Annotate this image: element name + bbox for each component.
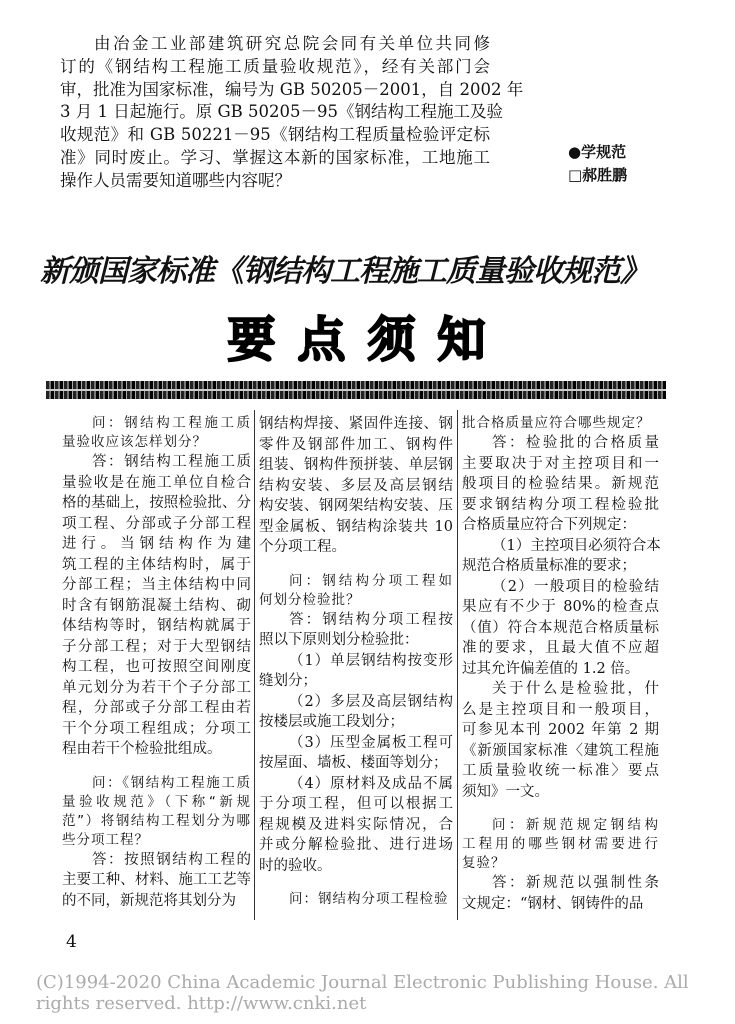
- text-line: 《新颁国家标准〈建筑工程施: [462, 742, 659, 759]
- text-line: 程，分部或子分部工程由若: [62, 700, 251, 716]
- text-line: 组装、钢构件预拼装、单层钢: [259, 457, 453, 473]
- text-line: 过其允许偏差值的 1.2 倍。: [462, 660, 640, 677]
- answer-paragraph: [62, 850, 251, 912]
- answer-paragraph: [259, 733, 453, 774]
- author-byline: [568, 141, 627, 187]
- intro-line: 准》同时废止。学习、掌握这本新的国家标准，工地施工: [60, 147, 490, 167]
- text-line: 子分部工程；对于大型钢结: [62, 638, 251, 655]
- answer-paragraph: [259, 414, 453, 558]
- article-subtitle: 要点须知: [227, 312, 508, 368]
- text-line: 零件及钢部件加工、钢构件: [259, 436, 453, 453]
- text-line: 照以下原则划分检验批：: [259, 632, 419, 648]
- text-line: 合格质量应符合下列规定：: [462, 517, 636, 533]
- text-column-3: [462, 414, 659, 914]
- text-line: 些分项工程？: [62, 831, 149, 848]
- text-line: （2）多层及高层钢结构: [289, 693, 453, 710]
- text-line: 并或分解检验批、进行进场: [259, 837, 453, 853]
- text-line: 么是主控项目和一般项目，: [462, 701, 659, 718]
- text-line: （3）压型金属板工程可: [289, 734, 453, 751]
- text-line: 工质量验收统一标准〉要点: [462, 763, 659, 779]
- answer-paragraph: [259, 651, 453, 692]
- text-line: 构安装、钢网架结构安装、压: [259, 498, 453, 514]
- text-line: 工程用的哪些钢材需要进行: [462, 836, 659, 852]
- text-line: 缝划分；: [259, 673, 317, 689]
- text-line: 批合格质量应符合哪些规定？: [462, 415, 651, 431]
- text-line: 问：新规范规定钢结构: [492, 817, 659, 833]
- text-line: 程由若干个检验批组成。: [62, 741, 222, 757]
- text-line: 规范合格质量标准的要求；: [462, 558, 636, 574]
- text-line: 项工程、分部或子分部工程: [62, 515, 251, 532]
- text-line: 量验收规范》（下称“新规: [62, 793, 251, 810]
- text-line: 般项目的检验结果。新规范: [462, 476, 659, 492]
- intro-line: 3 月 1 日起施行。原 GB 50205－95《钢结构工程施工及验: [60, 102, 504, 122]
- text-line: 量验收应该怎样划分？: [62, 434, 207, 450]
- text-line: 按楼层或施工段划分；: [259, 714, 404, 730]
- text-line: 干个分项工程组成；分项工: [62, 720, 251, 737]
- text-line: 格的基础上，按照检验批、分: [62, 495, 251, 511]
- text-line: 单元划分为若干个子分部工: [62, 679, 251, 696]
- text-line: 主要工种、材料、施工工艺等: [62, 872, 251, 888]
- text-line: 问：钢结构分项工程如: [289, 572, 453, 589]
- text-line: 问：钢结构分项工程检验: [289, 891, 449, 907]
- text-line: 范”）将钢结构工程划分为哪: [62, 812, 251, 829]
- text-line: 筑工程的主体结构时，属于: [62, 556, 251, 573]
- intro-line: 收规范》和 GB 50221－95《钢结构工程质量检验评定标: [60, 125, 490, 145]
- intro-line: 审，批准为国家标准，编号为 GB 50205－2001，自 2002 年: [60, 79, 524, 99]
- column-divider: [254, 410, 255, 920]
- text-line: 要求钢结构分项工程检验批: [462, 496, 659, 513]
- decorative-banner: [46, 381, 666, 399]
- question-paragraph: [462, 414, 659, 433]
- text-line: 须知》一文。: [462, 783, 549, 800]
- text-line: （2）一般项目的检验结: [492, 578, 659, 595]
- text-line: 型金属板、钢结构涂装共 10: [259, 518, 453, 535]
- text-line: 按屋面、墙板、楼面等划分；: [259, 755, 448, 771]
- question-paragraph: [259, 890, 453, 909]
- text-line: 关于什么是检验批，什: [492, 681, 659, 697]
- text-line: 于分项工程，但可以根据工: [259, 796, 453, 812]
- text-line: 体结构等时，钢结构就属于: [62, 618, 251, 634]
- answer-paragraph: [259, 774, 453, 877]
- intro-paragraph: [60, 33, 524, 193]
- text-line: 文规定：“钢材、钢铸件的品: [462, 895, 644, 912]
- question-paragraph: [62, 774, 251, 850]
- text-line: 量验收是在施工单位自检合: [62, 474, 251, 491]
- article-title: 新颁国家标准《钢结构工程施工质量验收规范》: [40, 254, 649, 289]
- text-line: （1）主控项目必须符合本: [492, 537, 661, 554]
- text-line: 答：钢结构分项工程按: [289, 611, 453, 628]
- question-paragraph: [62, 414, 251, 452]
- text-line: 进行。当钢结构作为建: [62, 536, 251, 552]
- text-line: 问：《钢结构工程施工质: [92, 774, 251, 791]
- page-number: 4: [66, 932, 77, 952]
- intro-line: 订的《钢结构工程施工质量验收规范》，经有关部门会: [60, 56, 490, 76]
- text-line: 准的要求，且最大值不应超: [462, 640, 659, 656]
- text-line: 分部工程；当主体结构中同: [62, 577, 251, 593]
- text-line: 可参见本刊 2002 年第 2 期: [462, 722, 659, 738]
- text-line: （值）符合本规范合格质量标: [462, 619, 659, 636]
- text-line: 程规模及进料实际情况，合: [259, 816, 453, 833]
- text-line: （1）单层钢结构按变形: [289, 652, 453, 669]
- intro-line: 操作人员需要知道哪些内容呢？: [60, 170, 291, 190]
- answer-paragraph: [462, 679, 659, 802]
- text-line: （4）原材料及成品不属: [289, 775, 453, 792]
- text-line: 个分项工程。: [259, 539, 346, 555]
- text-line: 结构安装、多层及高层钢结: [259, 477, 453, 494]
- text-line: 构工程，也可按照空间刚度: [62, 659, 251, 675]
- text-column-1: [62, 414, 251, 911]
- text-column-2: [259, 414, 453, 909]
- text-line: 的不同，新规范将其划分为: [62, 892, 236, 909]
- text-line: 答：检验批的合格质量: [492, 435, 659, 451]
- text-line: 果应有不少于 80%的检查点: [462, 599, 659, 615]
- text-line: 答：新规范以强制性条: [492, 875, 659, 891]
- answer-paragraph: [462, 873, 659, 914]
- text-line: 问：钢结构工程施工质: [92, 415, 251, 431]
- answer-paragraph: [462, 577, 659, 680]
- column-divider: [457, 410, 458, 920]
- question-paragraph: [462, 816, 659, 873]
- answer-paragraph: [462, 536, 659, 577]
- author-1: ●学规范: [568, 143, 627, 161]
- text-line: 时含有钢筋混凝土结构、砌: [62, 597, 251, 614]
- answer-paragraph: [259, 610, 453, 651]
- answer-paragraph: [62, 452, 251, 760]
- copyright-footer: (C)1994-2020 China Academic Journal Electronic Publishing House. All rights reserved. http://www.cnki.net: [36, 972, 689, 1014]
- answer-paragraph: [462, 433, 659, 536]
- text-line: 主要取决于对主控项目和一: [462, 455, 659, 472]
- text-line: 答：钢结构工程施工质: [92, 454, 251, 470]
- text-line: 何划分检验批？: [259, 591, 361, 608]
- text-line: 时的验收。: [259, 857, 332, 874]
- text-line: 答：按照钢结构工程的: [92, 851, 251, 868]
- intro-line: 由冶金工业部建筑研究总院会同有关单位共同修: [94, 34, 490, 53]
- text-line: 钢结构焊接、紧固件连接、钢: [259, 416, 453, 432]
- text-line: 复验？: [462, 855, 506, 871]
- answer-paragraph: [259, 692, 453, 733]
- author-2: □郝胜鹏: [568, 166, 628, 184]
- question-paragraph: [259, 572, 453, 610]
